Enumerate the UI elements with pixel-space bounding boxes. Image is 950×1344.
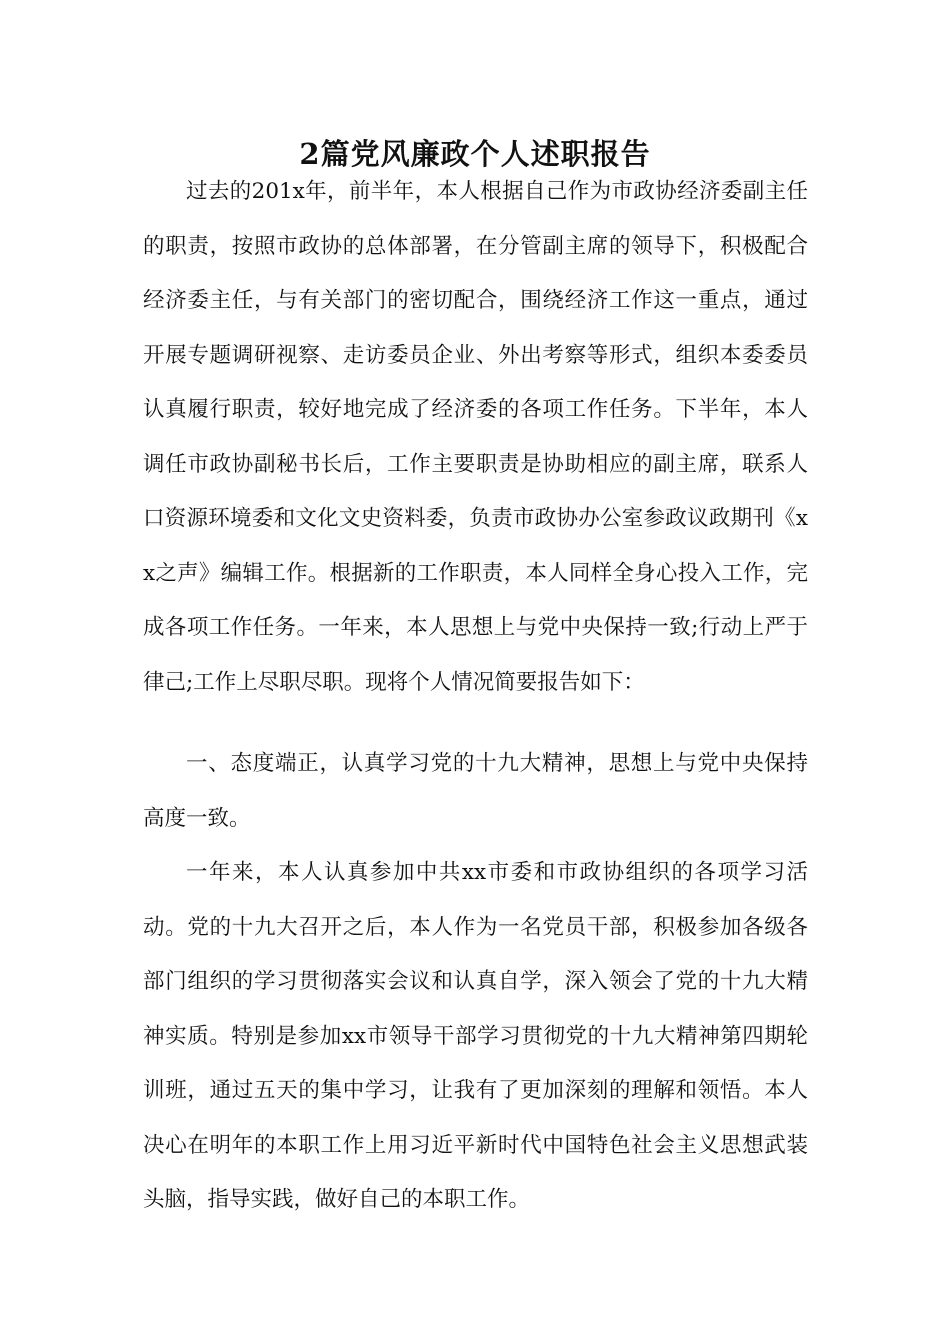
section-heading-1: 一、态度端正，认真学习党的十九大精神，思想上与党中央保持高度一致。 [143,751,808,831]
paragraph-section-1-body: 一年来，本人认真参加中共xx市委和市政协组织的各项学习活动。党的十九大召开之后，本人作为一名党员干部，积极参加各级各部门组织的学习贯彻落实会议和认真自学，深入领会了党的十九大精神实质。特别是参加xx市领导干部学习贯彻党的十九大精神第四期轮训班，通过五天的集中学习，让我有了更加深刻的理解和领悟。本人决心在明年的本职工作上用习近平新时代中国特色社会主义思想武装头脑，指导实践，做好自己的本职工作。 [143,860,808,1212]
document-title: 2篇党风廉政个人述职报告 [299,137,651,171]
paragraph-intro: 过去的201x年，前半年，本人根据自己作为市政协经济委副主任的职责，按照市政协的总体部署，在分管副主席的领导下，积极配合经济委主任，与有关部门的密切配合，围绕经济工作这一重点，通过开展专题调研视察、走访委员企业、外出考察等形式，组织本委委员认真履行职责，较好地完成了经济委的各项工作任务。下半年，本人调任市政协副秘书长后，工作主要职责是协助相应的副主席，联系人口资源环境委和文化文史资料委，负责市政协办公室参政议政期刊《xx之声》编辑工作。根据新的工作职责，本人同样全身心投入工作，完成各项工作任务。一年来，本人思想上与党中央保持一致;行动上严于律己;工作上尽职尽职。现将个人情况简要报告如下： [143,179,808,695]
